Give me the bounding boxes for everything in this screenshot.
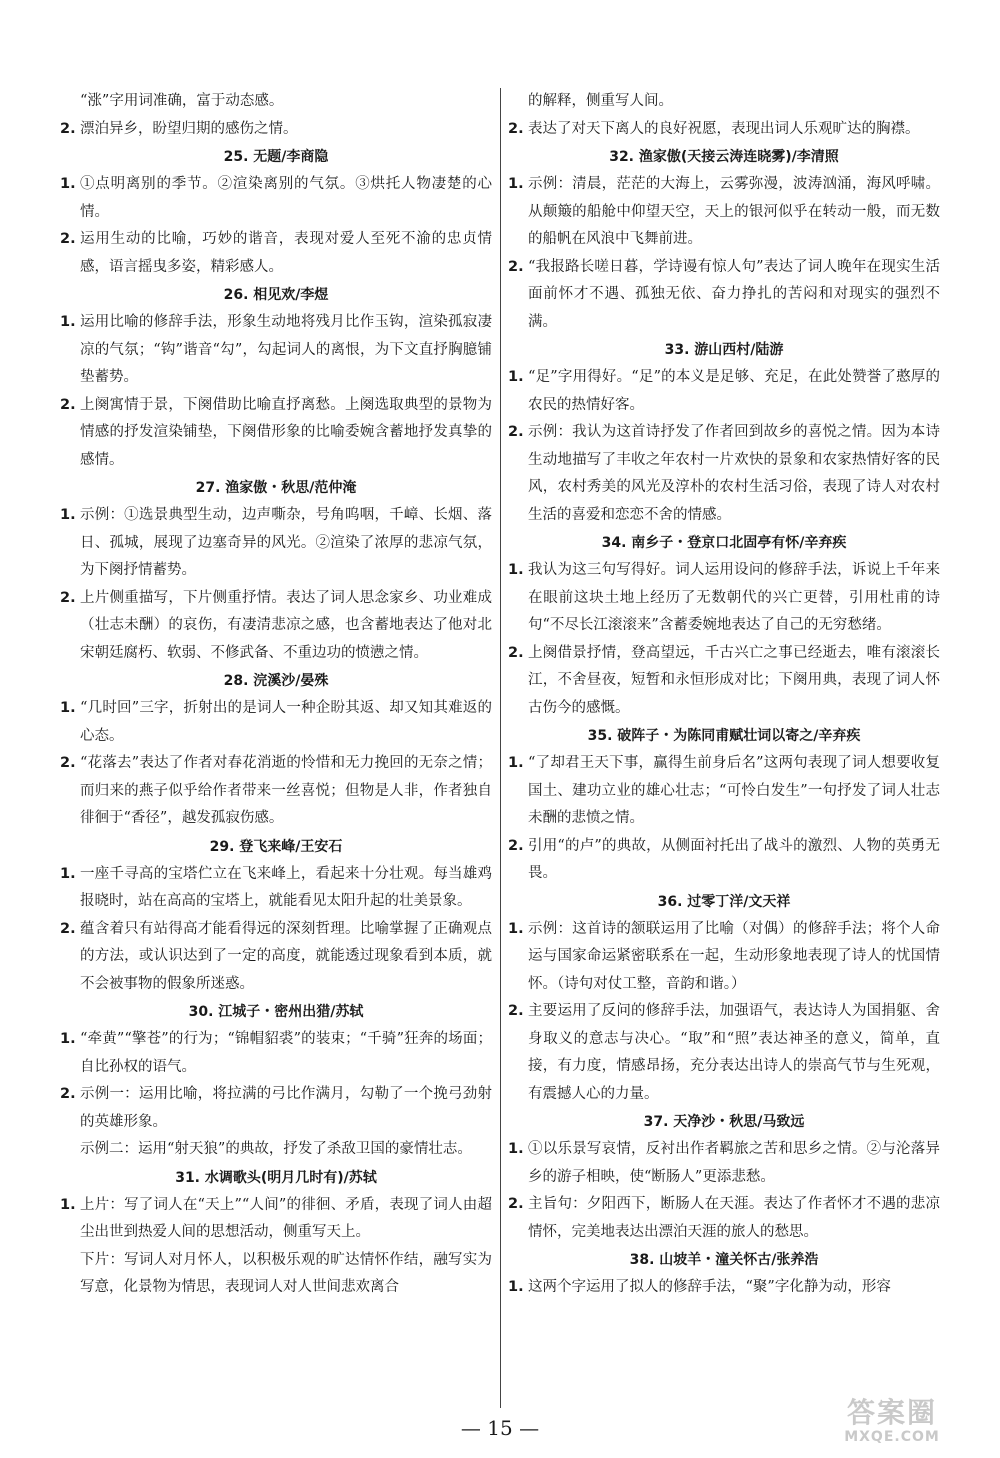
- answer-number: 2.: [508, 424, 524, 440]
- section-title: 26. 相见欢/李煜: [223, 287, 329, 303]
- answer-item: [508, 557, 940, 640]
- answer-item: [60, 1081, 492, 1136]
- answer-number: 2.: [60, 589, 76, 606]
- answer-number: 1.: [508, 1141, 524, 1157]
- answer-item: [508, 1274, 940, 1302]
- answer-text: 示例：清晨，茫茫的大海上，云雾弥漫，波涛汹涌，海风呼啸。从颠簸的船舱中仰望天空，天上的银河似乎在转动一般，而无数的船帆在风浪中飞舞前进。: [528, 176, 940, 247]
- answer-item: [508, 916, 940, 999]
- answer-text: 示例：我认为这首诗抒发了作者回到故乡的喜悦之情。因为本诗生动地描写了丰收之年农村一片欢快的景象和农家热情好客的民风，农村秀美的风光及淳朴的农村生活习俗，表现了诗人对农村生活的喜爱和恋恋不舍的情感。: [528, 424, 940, 523]
- section-title: 33. 游山西村/陆游: [664, 342, 784, 358]
- answer-text: 一座千寻高的宝塔伫立在飞来峰上，看起来十分壮观。每当雄鸡报晓时，站在高高的宝塔上，就能看见太阳升起的壮美景象。: [80, 865, 492, 909]
- answer-item: [60, 861, 492, 916]
- section-title: 34. 南乡子・登京口北固亭有怀/辛弃疾: [601, 535, 847, 551]
- answer-item: [508, 750, 940, 833]
- answer-number: 1.: [60, 1031, 76, 1047]
- answer-number: 2.: [508, 644, 524, 661]
- section-title: 32. 渔家傲(天接云涛连晓雾)/李清照: [609, 149, 839, 165]
- answer-text: 蕴含着只有站得高才能看得远的深刻哲理。比喻掌握了正确观点的方法，或认识达到了一定的高度，就能透过现象看到本质，就不会被事物的假象所迷惑。: [80, 920, 492, 992]
- continued-text: 的解释，侧重写人间。: [528, 93, 673, 109]
- answer-text: 这两个字运用了拟人的修辞手法，“聚”字化静为动，形容: [528, 1279, 891, 1295]
- answer-text: 表达了对天下离人的良好祝愿，表现出词人乐观旷达的胸襟。: [528, 120, 920, 137]
- answer-text: 示例一：运用比喻，将拉满的弓比作满月，勾勒了一个挽弓劲射的英雄形象。: [80, 1086, 492, 1130]
- answer-number: 2.: [60, 231, 76, 247]
- answer-text: “牵黄”“擎苍”的行为；“锦帽貂裘”的装束；“千骑”狂奔的场面；自比孙权的语气。: [80, 1031, 492, 1075]
- answer-item: [60, 502, 492, 585]
- answer-item: [60, 309, 492, 392]
- answer-item: [508, 998, 940, 1108]
- answer-continuation: 下片：写词人对月怀人，以积极乐观的旷达情怀作结，融写实为写意，化景物为情思，表现词人对人世间悲欢离合: [80, 1251, 492, 1295]
- answer-item: [508, 171, 940, 254]
- answer-item: [60, 171, 492, 226]
- answer-item: [60, 116, 492, 144]
- answer-number: 1.: [60, 176, 76, 192]
- answer-number: 1.: [508, 369, 524, 385]
- answer-number: 2.: [508, 1196, 524, 1212]
- answer-item: [508, 640, 940, 723]
- answer-number: 1.: [60, 700, 76, 716]
- watermark-domain: MXQE.COM: [844, 1429, 940, 1445]
- continued-text: “涨”字用词准确，富于动态感。: [80, 93, 284, 109]
- answer-number: 1.: [508, 755, 524, 771]
- answer-number: 1.: [508, 1279, 524, 1295]
- answer-text: 运用生动的比喻，巧妙的谐音，表现对爱人至死不渝的忠贞情感，语言摇曳多姿，精彩感人。: [80, 231, 492, 275]
- answer-number: 2.: [508, 120, 524, 137]
- answer-number: 2.: [60, 396, 76, 413]
- answer-item: [60, 1026, 492, 1081]
- answer-item: [508, 1191, 940, 1246]
- answer-number: 2.: [60, 1086, 76, 1102]
- answer-text: 运用比喻的修辞手法，形象生动地将残月比作玉钩，渲染孤寂凄凉的气氛；“钩”谐音“勾”，勾起词人的离恨，为下文直抒胸臆铺垫蓄势。: [80, 314, 492, 385]
- answer-number: 1.: [60, 507, 76, 523]
- answer-item: [508, 833, 940, 888]
- answer-number: 2.: [508, 1003, 524, 1019]
- answer-text: 上片：写了词人在“天上”“人间”的徘徊、矛盾，表现了词人由超尘出世到热爱人间的思想活动，侧重写天上。: [80, 1196, 492, 1240]
- watermark-logo-text: 答案圈: [846, 1396, 937, 1429]
- section-title: 37. 天净沙・秋思/马致远: [643, 1114, 805, 1130]
- answer-item: [60, 916, 492, 999]
- section-title: 35. 破阵子・为陈同甫赋壮词以寄之/辛弃疾: [587, 728, 861, 744]
- answer-text: 引用“的卢”的典故，从侧面衬托出了战斗的激烈、人物的英勇无畏。: [528, 837, 940, 881]
- answer-text: “了却君王天下事，赢得生前身后名”这两句表现了词人想要收复国土、建功立业的雄心壮志；“可怜白发生”一句抒发了词人壮志未酬的悲愤之情。: [528, 755, 940, 826]
- answer-number: 1.: [508, 176, 524, 192]
- answer-item: [60, 1192, 492, 1247]
- answer-item: [60, 226, 492, 281]
- answer-item: [508, 254, 940, 337]
- section-title: 31. 水调歌头(明月几时有)/苏轼: [175, 1169, 377, 1186]
- answer-item: [60, 695, 492, 750]
- answer-number: 2.: [60, 120, 76, 137]
- answer-number: 1.: [60, 314, 76, 330]
- answer-number: 2.: [508, 258, 524, 275]
- answer-number: 1.: [60, 1196, 76, 1213]
- section-title: 38. 山坡羊・潼关怀古/张养浩: [629, 1252, 819, 1268]
- answer-text: 上阕寓情于景，下阕借助比喻直抒离愁。上阕选取典型的景物为情感的抒发渲染铺垫，下阕借形象的比喻委婉含蓄地抒发真挚的感情。: [80, 396, 492, 468]
- answer-continuation: 示例二：运用“射天狼”的典故，抒发了杀敌卫国的豪情壮志。: [80, 1141, 472, 1157]
- answer-item: [60, 750, 492, 833]
- site-watermark: [812, 1398, 972, 1450]
- answer-item: [508, 1136, 940, 1191]
- answer-text: 我认为这三句写得好。词人运用设问的修辞手法，诉说上千年来在眼前这块土地上经历了无数朝代的兴亡更替，引用杜甫的诗句“不尽长江滚滚来”含蓄委婉地表达了自己的无穷愁绪。: [528, 562, 940, 633]
- page-content: [60, 88, 940, 1408]
- answer-text: “足”字用得好。“足”的本义是足够、充足，在此处赞誉了憨厚的农民的热情好客。: [528, 369, 940, 413]
- answer-text: 上片侧重描写，下片侧重抒情。表达了词人思念家乡、功业难成（壮志未酬）的哀伤，有凄清悲凉之感，也含蓄地表达了他对北宋朝廷腐朽、软弱、不修武备、不重边功的愤懑之情。: [80, 589, 492, 661]
- section-title: 25. 无题/李商隐: [223, 149, 329, 165]
- answer-number: 2.: [508, 837, 524, 854]
- section-title: 29. 登飞来峰/王安石: [209, 838, 343, 855]
- answer-item: [508, 419, 940, 529]
- section-title: 36. 过零丁洋/文天祥: [657, 893, 791, 910]
- left-column: [60, 88, 492, 1302]
- answer-item: [508, 364, 940, 419]
- section-title: 28. 浣溪沙/晏殊: [223, 673, 329, 689]
- answer-number: 2.: [60, 920, 76, 937]
- answer-text: 上阕借景抒情，登高望远，千古兴亡之事已经逝去，唯有滚滚长江，不舍昼夜，短暂和永恒形成对比；下阕用典，表现了词人怀古伤今的感慨。: [528, 644, 940, 716]
- answer-item: [60, 392, 492, 475]
- answer-number: 1.: [60, 865, 76, 882]
- right-column: [508, 88, 940, 1302]
- answer-number: 1.: [508, 920, 524, 937]
- answer-text: “花落去”表达了作者对春花消逝的怜惜和无力挽回的无奈之情；而归来的燕子似乎给作者带来一丝喜悦；但物是人非，作者独自徘徊于“香径”，越发孤寂伤感。: [80, 755, 492, 826]
- answer-number: 2.: [60, 755, 76, 771]
- section-title: 30. 江城子・密州出猎/苏轼: [188, 1004, 364, 1020]
- answer-text: ①以乐景写哀情，反衬出作者羁旅之苦和思乡之情。②与沦落异乡的游子相映，使“断肠人”更添悲愁。: [528, 1141, 940, 1185]
- answer-text: “几时回”三字，折射出的是词人一种企盼其返、却又知其难返的心态。: [80, 700, 492, 744]
- answer-number: 1.: [508, 562, 524, 578]
- answer-item: [60, 585, 492, 668]
- answer-text: “我报路长嗟日暮，学诗谩有惊人句”表达了词人晚年在现实生活面前怀才不遇、孤独无依、奋力挣扎的苦闷和对现实的强烈不满。: [528, 258, 940, 330]
- answer-text: ①点明离别的季节。②渲染离别的气氛。③烘托人物凄楚的心情。: [80, 176, 492, 220]
- answer-text: 漂泊异乡，盼望归期的感伤之情。: [80, 120, 298, 137]
- column-divider: [500, 88, 501, 1408]
- answer-text: 示例：这首诗的颔联运用了比喻（对偶）的修辞手法；将个人命运与国家命运紧密联系在一起，生动形象地表现了诗人的忧国情怀。（诗句对仗工整，音韵和谐。）: [528, 920, 940, 992]
- section-title: 27. 渔家傲・秋思/范仲淹: [195, 480, 357, 496]
- page-number: — 15 —: [460, 1416, 540, 1440]
- answer-item: [508, 116, 940, 144]
- answer-text: 主旨句：夕阳西下，断肠人在天涯。表达了作者怀才不遇的悲凉情怀，完美地表达出漂泊天涯的旅人的愁思。: [528, 1196, 940, 1240]
- answer-text: 主要运用了反问的修辞手法，加强语气，表达诗人为国捐躯、舍身取义的意志与决心。“取”和“照”表达神圣的意义，简单，直接，有力度，情感昂扬，充分表达出诗人的崇高气节与生死观，有震撼人心的力量。: [528, 1003, 940, 1102]
- answer-text: 示例：①选景典型生动，边声嘶杂，号角呜咽，千嶂、长烟、落日、孤城，展现了边塞奇异的风光。②渲染了浓厚的悲凉气氛，为下阕抒情蓄势。: [80, 507, 492, 578]
